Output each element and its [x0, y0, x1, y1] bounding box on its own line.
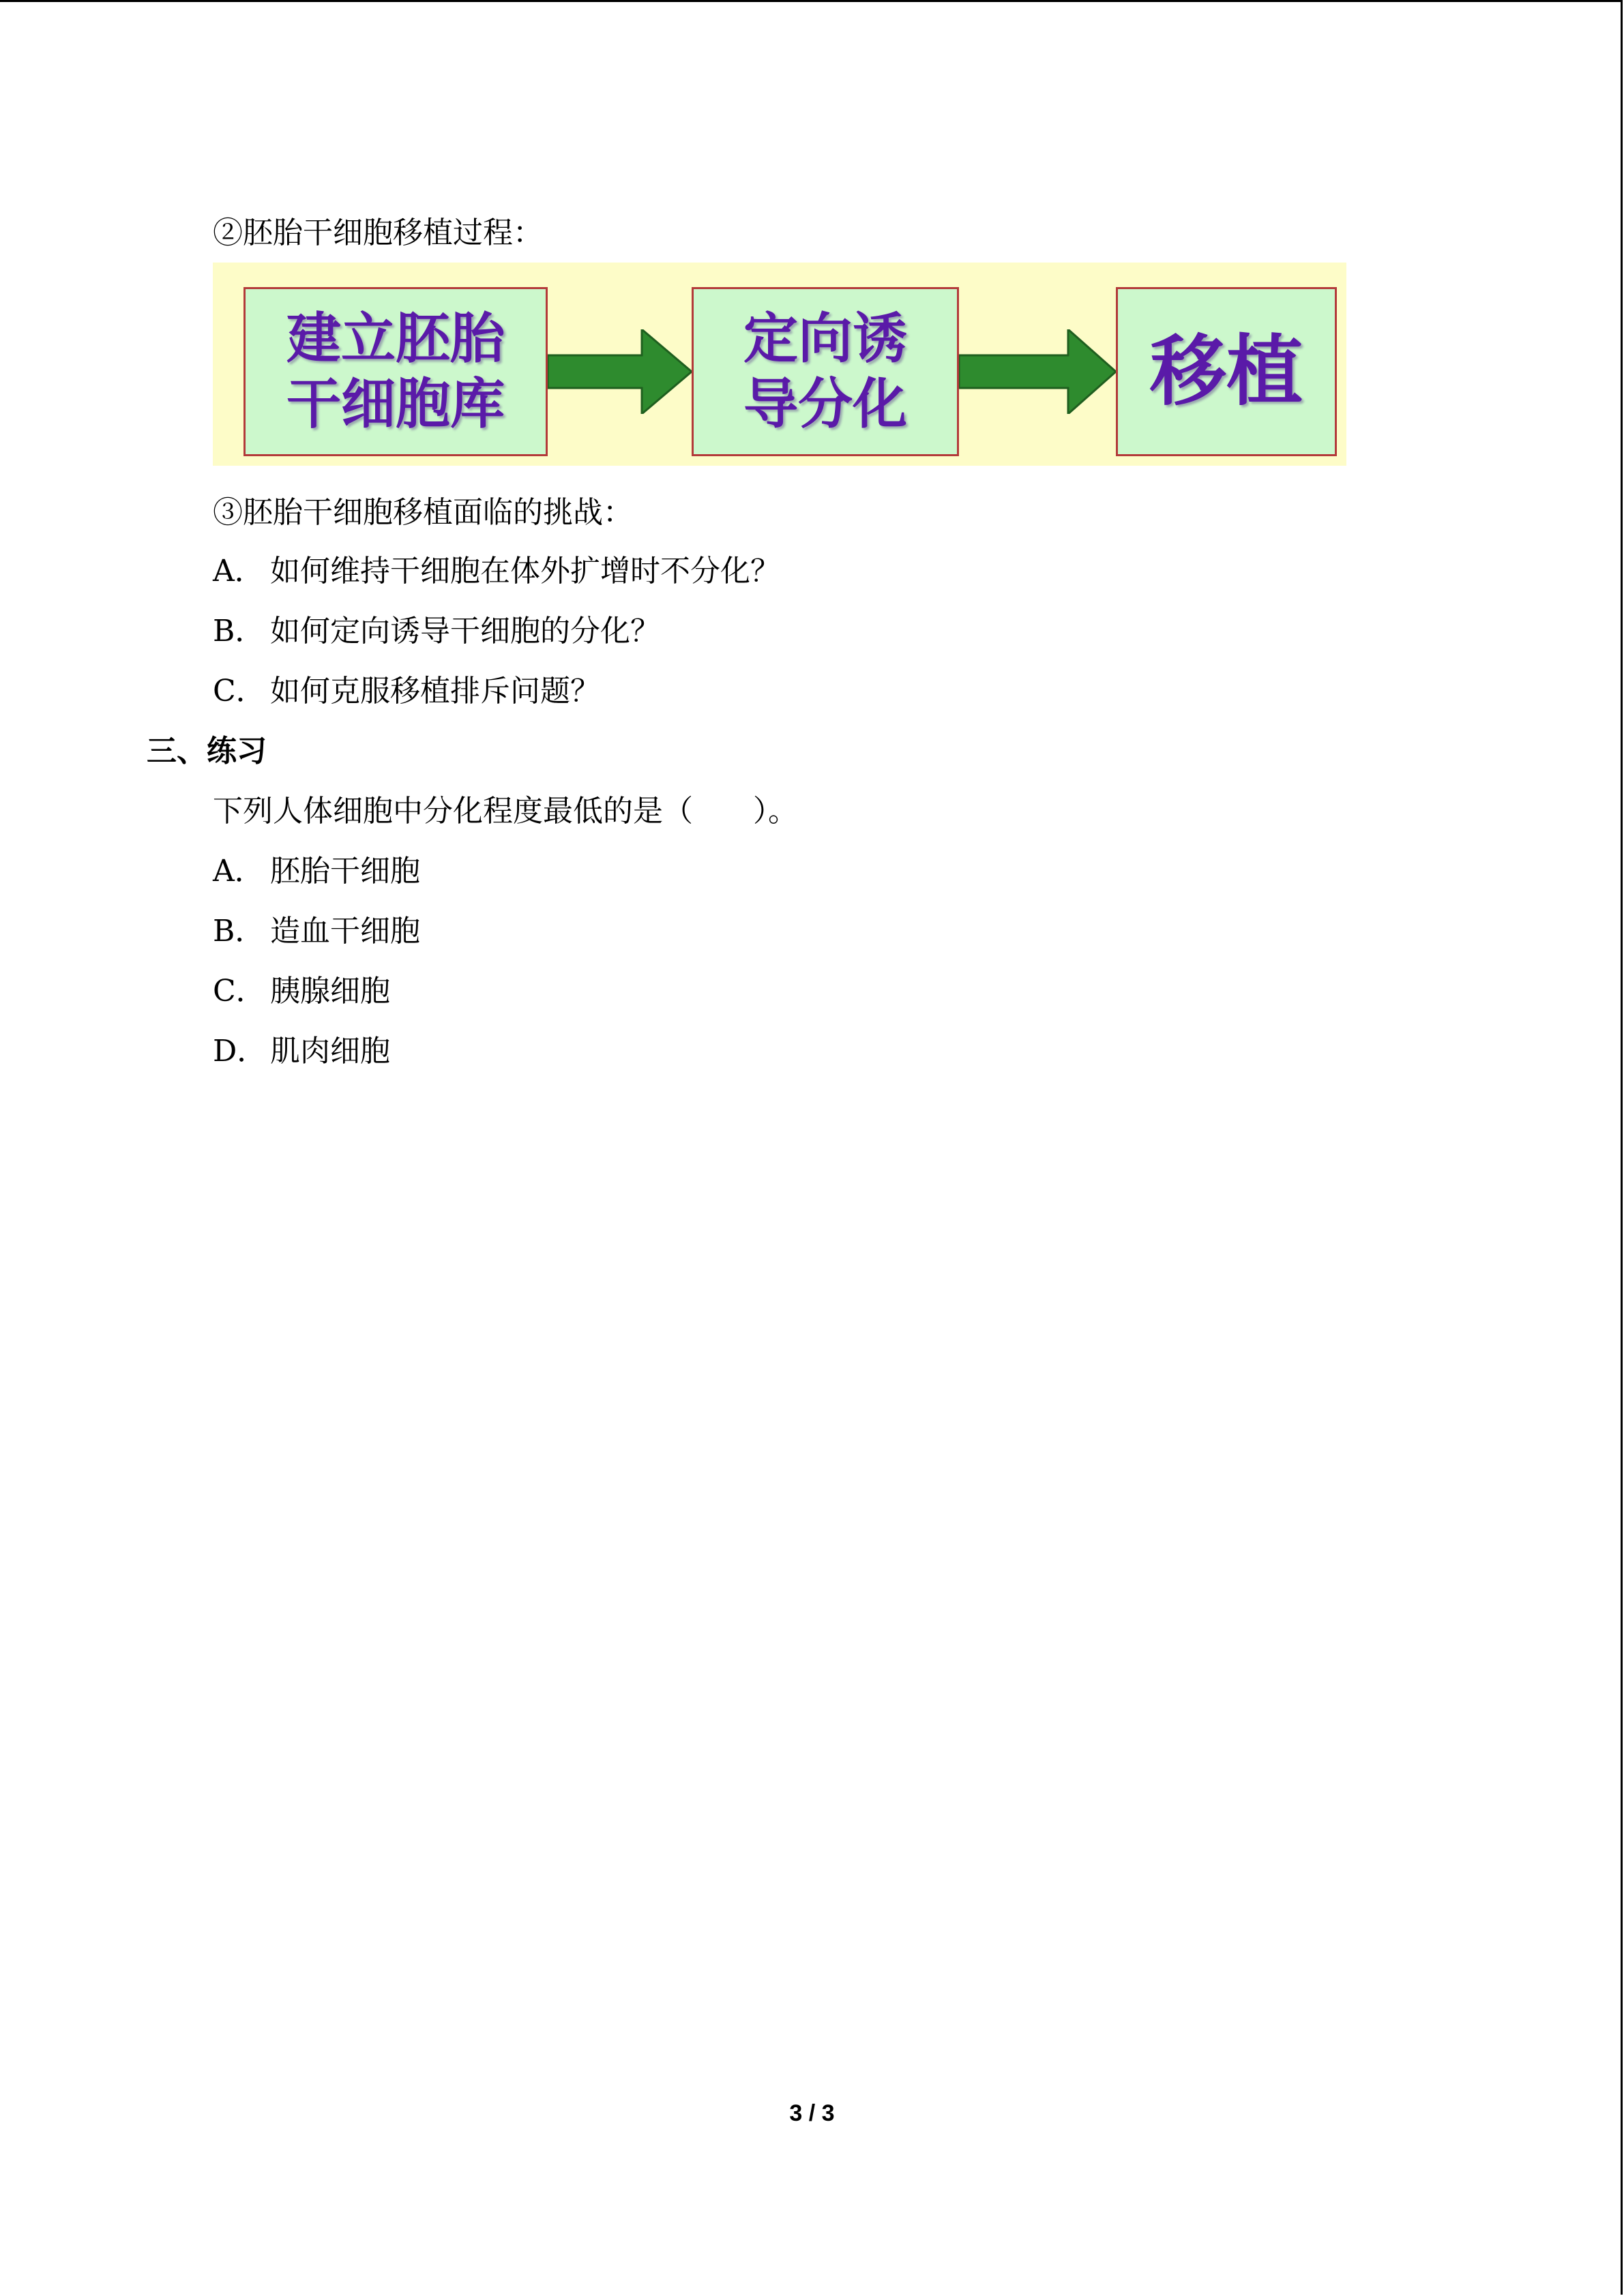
- answer-option: [213, 912, 420, 951]
- flow-step-transplant: [1116, 287, 1337, 456]
- option-text: 造血干细胞: [270, 914, 420, 949]
- challenge-item: [213, 552, 780, 591]
- option-letter: A．: [213, 554, 265, 588]
- option-letter: A．: [213, 854, 265, 889]
- flow-step-label: 移植: [1150, 327, 1303, 416]
- option-text: 如何克服移植排斥问题？: [270, 674, 600, 709]
- flow-step-directed-differentiation: [692, 287, 959, 456]
- option-text: 胰腺细胞: [270, 974, 390, 1009]
- arrow-right-icon: [548, 329, 692, 414]
- flow-diagram: [213, 263, 1346, 466]
- challenge-item: [213, 672, 600, 711]
- option-text: 如何定向诱导干细胞的分化？: [270, 614, 660, 648]
- challenge-item: [213, 612, 660, 651]
- answer-option: [213, 1032, 390, 1071]
- option-text: 胚胎干细胞: [270, 854, 420, 889]
- option-letter: D．: [213, 1034, 267, 1069]
- process-title: ②胚胎干细胞移植过程：: [213, 215, 543, 250]
- option-letter: C．: [213, 974, 266, 1009]
- answer-option: [213, 972, 390, 1011]
- option-letter: C．: [213, 674, 266, 709]
- page-number: 3 / 3: [789, 2100, 835, 2126]
- flow-step-label: 定向诱 导分化: [743, 307, 907, 436]
- option-letter: B．: [213, 614, 265, 648]
- flow-step-build-library: [243, 287, 548, 456]
- answer-option: [213, 852, 420, 891]
- option-text: 如何维持干细胞在体外扩增时不分化？: [270, 554, 780, 588]
- flow-step-label: 建立胚胎 干细胞库: [286, 307, 505, 436]
- arrow-right-icon: [959, 329, 1116, 414]
- challenge-title: ③胚胎干细胞移植面临的挑战：: [213, 495, 633, 530]
- section-heading: 三、练习: [147, 734, 267, 769]
- question-text: 下列人体细胞中分化程度最低的是（ ）。: [213, 794, 798, 829]
- option-letter: B．: [213, 914, 265, 949]
- option-text: 肌肉细胞: [270, 1034, 390, 1069]
